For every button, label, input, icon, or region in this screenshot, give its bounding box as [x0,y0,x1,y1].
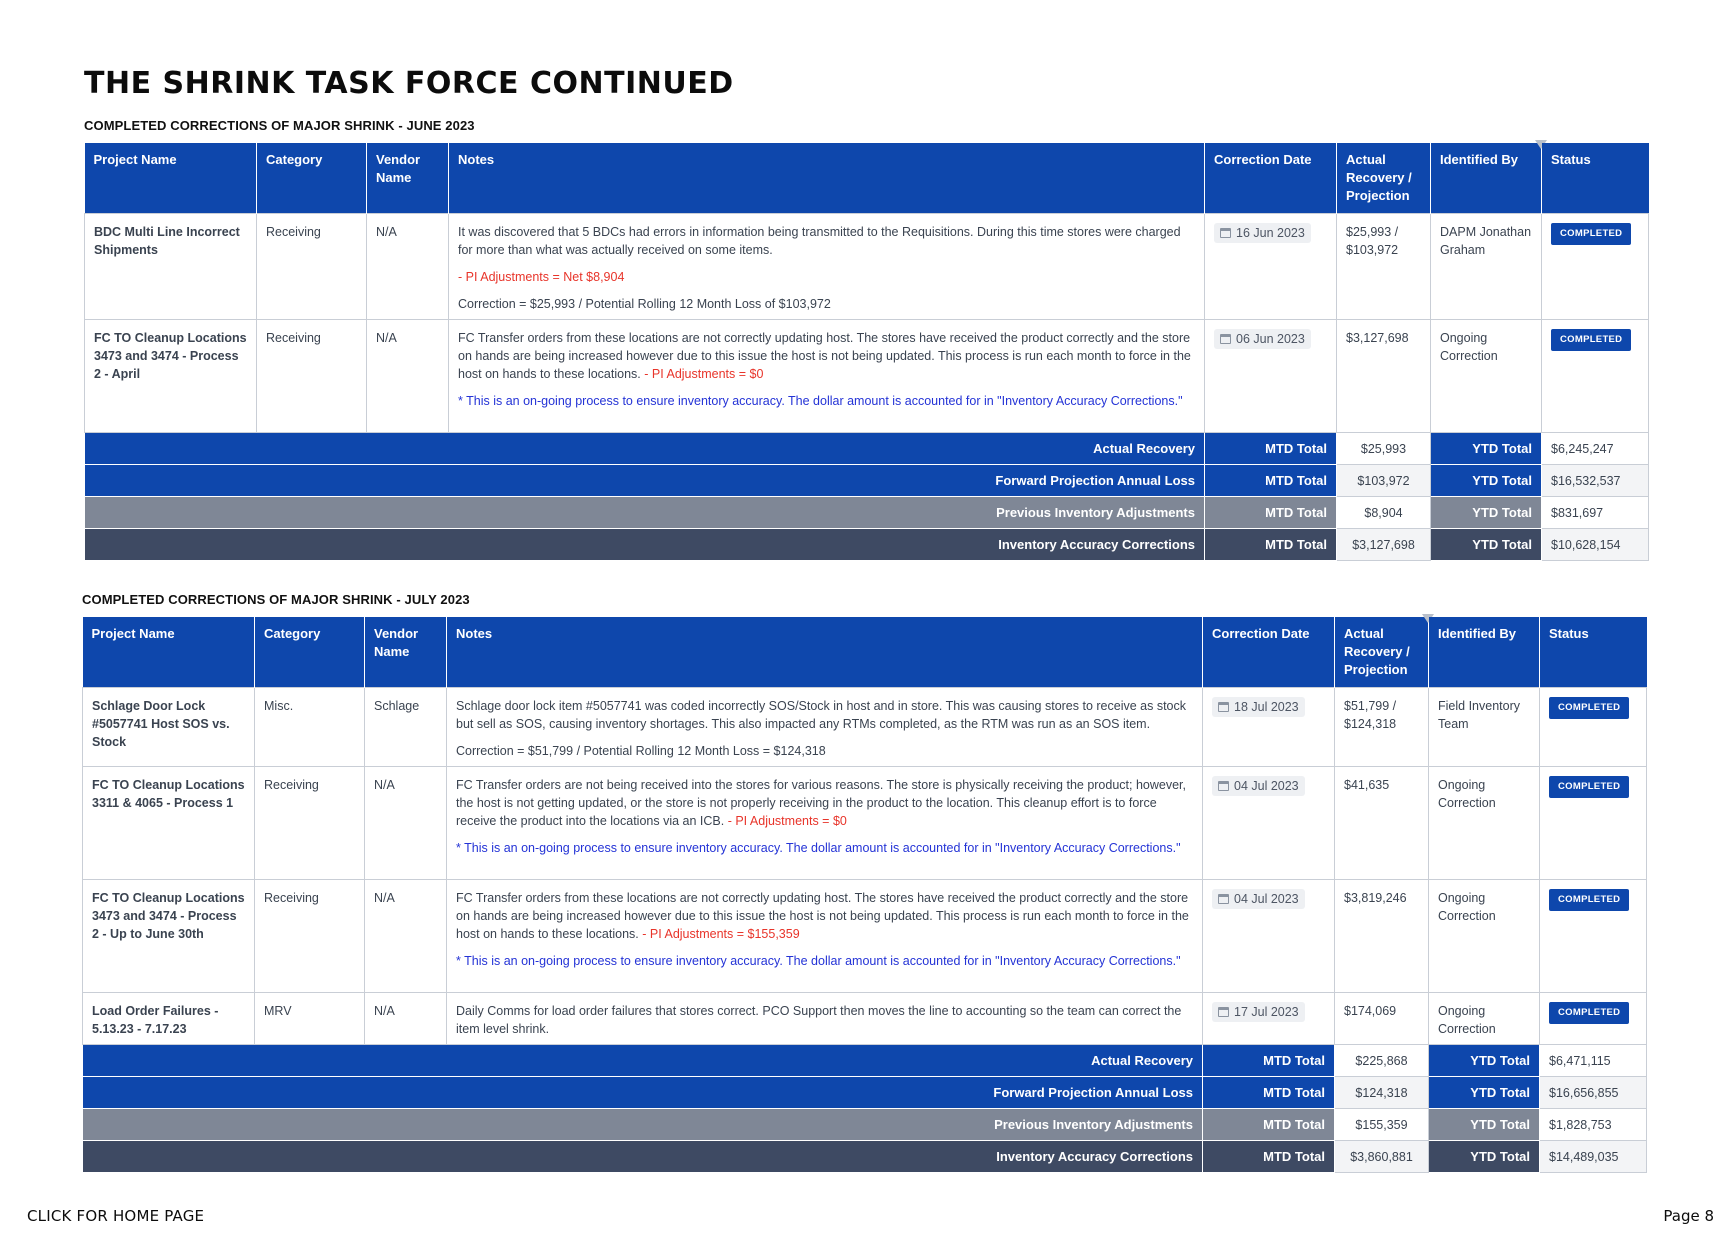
table-row[interactable] [83,993,1647,1045]
project-name-cell: Schlage Door Lock #5057741 Host SOS vs. Stock [83,688,255,767]
note-main-text: FC Transfer orders are not being received into the stores for various reasons. The store is physically receiving the product; however, the host is not getting updated, or the store is not properly receiving in the product to the location. This cleanup effort is to force receive the product into the locations via an ICB. [456,778,1186,828]
ytd-value: $16,532,537 [1542,465,1649,497]
recovery-cell: $3,127,698 [1337,320,1431,433]
summary-label: Forward Projection Annual Loss [85,465,1205,497]
notes-cell [447,767,1203,880]
col-actual-recovery[interactable] [1335,617,1429,688]
status-badge[interactable]: COMPLETED [1551,329,1631,351]
notes-cell [449,320,1205,433]
date-chip[interactable] [1212,697,1305,717]
date-cell [1203,767,1335,880]
mtd-label: MTD Total [1205,433,1337,465]
mtd-value: $103,972 [1337,465,1431,497]
col-category[interactable]: Category [255,617,365,688]
summary-label: Actual Recovery [85,433,1205,465]
status-cell [1540,688,1647,767]
status-cell [1542,214,1649,320]
mtd-value: $155,359 [1335,1109,1429,1141]
note-pi-adjustment: - PI Adjustments = $0 [727,814,847,828]
calendar-icon [1218,781,1229,791]
ytd-label: YTD Total [1431,433,1542,465]
status-badge[interactable]: COMPLETED [1549,1002,1629,1024]
project-name-cell: Load Order Failures - 5.13.23 - 7.17.23 [83,993,255,1045]
identified-by-cell: Ongoing Correction [1429,767,1540,880]
summary-label: Inventory Accuracy Corrections [83,1141,1203,1173]
summary-label: Actual Recovery [83,1045,1203,1077]
date-cell [1205,320,1337,433]
vendor-cell: N/A [365,993,447,1045]
recovery-cell: $41,635 [1335,767,1429,880]
vendor-cell: N/A [365,880,447,993]
col-vendor-name[interactable]: Vendor Name [367,143,449,214]
col-status[interactable]: Status [1542,143,1649,214]
project-name-cell: FC TO Cleanup Locations 3473 and 3474 - Process 2 - April [85,320,257,433]
col-category[interactable]: Category [257,143,367,214]
page-number: Page 8 [1663,1207,1714,1225]
category-cell: Misc. [255,688,365,767]
status-badge[interactable]: COMPLETED [1549,697,1629,719]
status-badge[interactable]: COMPLETED [1549,889,1629,911]
mtd-value: $124,318 [1335,1077,1429,1109]
mtd-label: MTD Total [1205,465,1337,497]
identified-by-cell: DAPM Jonathan Graham [1431,214,1542,320]
col-notes[interactable]: Notes [447,617,1203,688]
summary-label: Previous Inventory Adjustments [85,497,1205,529]
note-main [458,329,1195,383]
vendor-cell: Schlage [365,688,447,767]
date-cell [1203,880,1335,993]
notes-cell [449,214,1205,320]
date-chip[interactable] [1212,776,1305,796]
mtd-value: $3,127,698 [1337,529,1431,561]
summary-row-actual-recovery [85,433,1649,465]
category-cell: Receiving [255,767,365,880]
note-ongoing: * This is an on-going process to ensure inventory accuracy. The dollar amount is accounted for in "Inventory Accuracy Corrections." [456,841,1181,855]
status-cell [1540,880,1647,993]
note-correction: Correction = $51,799 / Potential Rolling 12 Month Loss = $124,318 [456,744,826,758]
col-project-name[interactable]: Project Name [83,617,255,688]
june-header-row [85,143,1649,214]
status-cell [1542,320,1649,433]
note-pi-adjustment: - PI Adjustments = $155,359 [642,927,800,941]
note-main [456,889,1193,943]
status-cell [1540,767,1647,880]
table-row[interactable] [83,767,1647,880]
summary-row-actual-recovery [83,1045,1647,1077]
table-row[interactable] [83,688,1647,767]
notes-cell [447,993,1203,1045]
category-cell: Receiving [257,214,367,320]
july-header-row [83,617,1647,688]
ytd-value: $16,656,855 [1540,1077,1647,1109]
note-ongoing: * This is an on-going process to ensure inventory accuracy. The dollar amount is accounted for in "Inventory Accuracy Corrections." [456,954,1181,968]
ytd-label: YTD Total [1431,497,1542,529]
table-row[interactable] [85,320,1649,433]
ytd-value: $831,697 [1542,497,1649,529]
identified-by-cell: Ongoing Correction [1429,993,1540,1045]
ytd-label: YTD Total [1431,465,1542,497]
calendar-icon [1218,1007,1229,1017]
status-badge[interactable]: COMPLETED [1549,776,1629,798]
calendar-icon [1218,894,1229,904]
summary-row-previous-adjustments [83,1109,1647,1141]
summary-label: Previous Inventory Adjustments [83,1109,1203,1141]
col-actual-recovery[interactable]: Actual Recovery / Projection [1337,143,1431,214]
ytd-label: YTD Total [1431,529,1542,561]
note-main-text: FC Transfer orders from these locations are not correctly updating host. The stores have received the product correctly and the store on hands are being increased however due to this issue the host is not being updated. This process is run each month to force in the host on hands to these locations. [458,331,1191,381]
mtd-label: MTD Total [1203,1141,1335,1173]
summary-row-forward-projection [83,1077,1647,1109]
note-correction: Correction = $25,993 / Potential Rolling 12 Month Loss of $103,972 [458,297,831,311]
col-notes[interactable]: Notes [449,143,1205,214]
date-chip[interactable] [1212,1002,1305,1022]
col-identified-by[interactable]: Identified By [1429,617,1540,688]
calendar-icon [1218,702,1229,712]
june-corrections-table [84,143,1649,561]
note-main [456,776,1193,830]
date-chip[interactable] [1214,223,1311,243]
summary-row-previous-adjustments [85,497,1649,529]
recovery-cell: $174,069 [1335,993,1429,1045]
col-correction-date[interactable]: Correction Date [1205,143,1337,214]
mtd-label: MTD Total [1205,497,1337,529]
page-title: THE SHRINK TASK FORCE CONTINUED [84,66,734,101]
ytd-label: YTD Total [1429,1045,1540,1077]
table-row[interactable] [83,880,1647,993]
ytd-label: YTD Total [1429,1141,1540,1173]
ytd-value: $6,245,247 [1542,433,1649,465]
mtd-label: MTD Total [1203,1045,1335,1077]
july-section-heading: COMPLETED CORRECTIONS OF MAJOR SHRINK - JULY 2023 [82,592,470,607]
recovery-cell: $3,819,246 [1335,880,1429,993]
col-identified-by-label: Identified By [1440,152,1519,167]
date-value: 17 Jul 2023 [1234,1005,1299,1019]
col-correction-date[interactable]: Correction Date [1203,617,1335,688]
mtd-value: $8,904 [1337,497,1431,529]
note-main: Schlage door lock item #5057741 was coded incorrectly SOS/Stock in host and in store. This was causing stores to receive as stock but sell as SOS, causing inventory shortages. This also impacted any RTMs completed, as the RTM was run as an SOS item. [456,699,1186,731]
date-value: 06 Jun 2023 [1236,332,1305,346]
summary-label: Inventory Accuracy Corrections [85,529,1205,561]
vendor-cell: N/A [365,767,447,880]
identified-by-cell: Ongoing Correction [1429,880,1540,993]
identified-by-cell: Field Inventory Team [1429,688,1540,767]
date-chip[interactable] [1214,329,1311,349]
mtd-value: $3,860,881 [1335,1141,1429,1173]
ytd-value: $10,628,154 [1542,529,1649,561]
date-value: 04 Jul 2023 [1234,779,1299,793]
mtd-label: MTD Total [1203,1109,1335,1141]
project-name-cell: FC TO Cleanup Locations 3473 and 3474 - Process 2 - Up to June 30th [83,880,255,993]
ytd-value: $6,471,115 [1540,1045,1647,1077]
notes-cell [447,688,1203,767]
home-page-link[interactable]: CLICK FOR HOME PAGE [27,1207,205,1225]
ytd-value: $14,489,035 [1540,1141,1647,1173]
recovery-cell: $51,799 / $124,318 [1335,688,1429,767]
summary-label: Forward Projection Annual Loss [83,1077,1203,1109]
status-cell [1540,993,1647,1045]
date-value: 04 Jul 2023 [1234,892,1299,906]
july-corrections-table [82,617,1647,1173]
note-pi-adjustment: - PI Adjustments = Net $8,904 [458,270,625,284]
date-value: 18 Jul 2023 [1234,700,1299,714]
project-name-cell: FC TO Cleanup Locations 3311 & 4065 - Process 1 [83,767,255,880]
mtd-value: $225,868 [1335,1045,1429,1077]
vendor-cell: N/A [367,214,449,320]
july-section [82,592,1646,1173]
date-chip[interactable] [1212,889,1305,909]
mtd-value: $25,993 [1337,433,1431,465]
status-badge[interactable]: COMPLETED [1551,223,1631,245]
col-status[interactable]: Status [1540,617,1647,688]
ytd-label: YTD Total [1429,1077,1540,1109]
note-ongoing: * This is an on-going process to ensure inventory accuracy. The dollar amount is accounted for in "Inventory Accuracy Corrections." [458,394,1183,408]
category-cell: Receiving [257,320,367,433]
note-pi-adjustment: - PI Adjustments = $0 [644,367,764,381]
mtd-label: MTD Total [1205,529,1337,561]
calendar-icon [1220,228,1231,238]
category-cell: MRV [255,993,365,1045]
date-value: 16 Jun 2023 [1236,226,1305,240]
note-main: It was discovered that 5 BDCs had errors in information being transmitted to the Requisitions. During this time stores were charged for more than what was actually received on some items. [458,225,1181,257]
summary-row-accuracy-corrections [85,529,1649,561]
col-vendor-name[interactable]: Vendor Name [365,617,447,688]
note-main-text: FC Transfer orders from these locations are not correctly updating host. The stores have received the product correctly and the store on hands are being increased however due to this issue the host is not being updated. This process is run each month to force in the host on hands to these locations. [456,891,1189,941]
category-cell: Receiving [255,880,365,993]
mtd-label: MTD Total [1203,1077,1335,1109]
project-name-cell: BDC Multi Line Incorrect Shipments [85,214,257,320]
date-cell [1205,214,1337,320]
recovery-cell: $25,993 / $103,972 [1337,214,1431,320]
june-section-heading: COMPLETED CORRECTIONS OF MAJOR SHRINK - JUNE 2023 [84,118,475,133]
notes-cell [447,880,1203,993]
note-main: Daily Comms for load order failures that stores correct. PCO Support then moves the line to accounting so the team can correct the item level shrink. [456,1004,1182,1036]
ytd-value: $1,828,753 [1540,1109,1647,1141]
june-section [84,118,1648,561]
col-actual-recovery-label: Actual Recovery / Projection [1344,626,1410,677]
summary-row-accuracy-corrections [83,1141,1647,1173]
date-cell [1203,688,1335,767]
table-row[interactable] [85,214,1649,320]
calendar-icon [1220,334,1231,344]
date-cell [1203,993,1335,1045]
identified-by-cell: Ongoing Correction [1431,320,1542,433]
vendor-cell: N/A [367,320,449,433]
col-project-name[interactable]: Project Name [85,143,257,214]
summary-row-forward-projection [85,465,1649,497]
ytd-label: YTD Total [1429,1109,1540,1141]
col-identified-by[interactable] [1431,143,1542,214]
